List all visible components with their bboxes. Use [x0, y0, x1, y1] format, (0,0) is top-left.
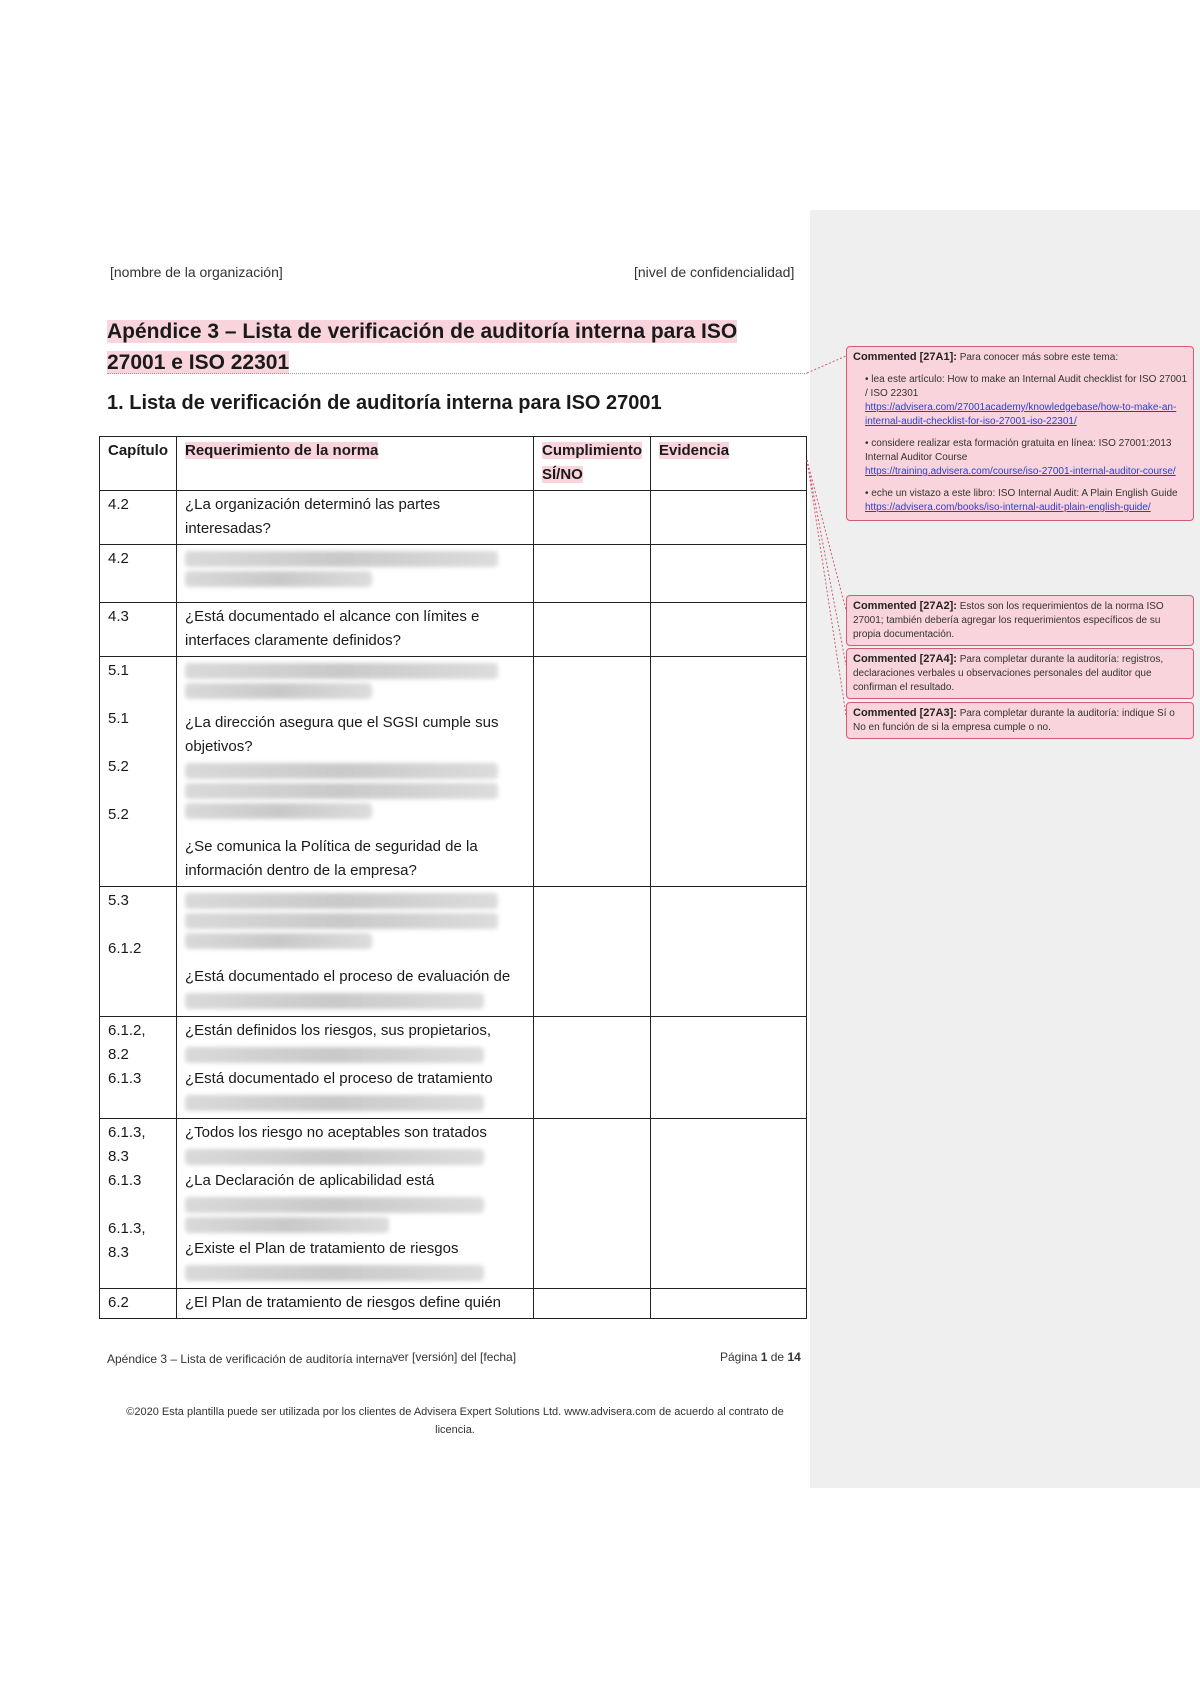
header-confidentiality: [nivel de confidencialidad]	[634, 264, 795, 280]
header-chapter: Capítulo	[100, 437, 177, 491]
section-heading: 1. Lista de verificación de auditoría interna para ISO 27001	[107, 392, 662, 414]
chapter-number: 4.3	[108, 608, 129, 625]
evidence-cell[interactable]	[651, 1289, 807, 1319]
requirement-cell[interactable]	[177, 491, 534, 545]
requirement-cell[interactable]	[177, 1017, 534, 1119]
requirement-text: ¿El Plan de tratamiento de riesgos define quién	[185, 1294, 502, 1311]
evidence-cell[interactable]	[651, 657, 807, 887]
chapter-cell[interactable]	[100, 1119, 177, 1289]
table-row	[100, 1017, 807, 1119]
table-row	[100, 657, 807, 887]
chapter-cell[interactable]	[100, 603, 177, 657]
comment-27A2[interactable]: Commented [27A2]: Estos son los requerimientos de la norma ISO 27001; también debería agregar los requerimientos específicos de su propia documentación.	[846, 595, 1194, 646]
chapter-cell[interactable]	[100, 491, 177, 545]
redacted-text	[185, 933, 372, 949]
table-row	[100, 1289, 807, 1319]
compliance-cell[interactable]	[534, 545, 651, 603]
table-row	[100, 1119, 807, 1289]
requirement-cell[interactable]	[177, 657, 534, 887]
evidence-cell[interactable]	[651, 545, 807, 603]
redacted-text	[185, 763, 498, 779]
redacted-text	[185, 783, 498, 799]
redacted-text	[185, 1095, 484, 1111]
requirement-text: ¿La Declaración de aplicabilidad está	[185, 1169, 525, 1233]
requirement-cell[interactable]	[177, 1289, 534, 1319]
footer-document-name: Apéndice 3 – Lista de verificación de auditoría interna	[107, 1352, 393, 1366]
evidence-cell[interactable]	[651, 887, 807, 1017]
chapter-number: 6.2	[108, 1294, 129, 1311]
requirement-text: ¿Están definidos los riesgos, sus propietarios,	[185, 1019, 525, 1067]
requirement-text	[185, 551, 525, 599]
requirement-cell[interactable]	[177, 603, 534, 657]
evidence-cell[interactable]	[651, 491, 807, 545]
chapter-cell[interactable]	[100, 545, 177, 603]
redacted-text	[185, 1197, 484, 1213]
chapter-number: 5.1	[108, 710, 129, 727]
checklist-table	[99, 436, 807, 1319]
evidence-cell[interactable]	[651, 1017, 807, 1119]
chapter-number: 4.2	[108, 550, 129, 567]
requirement-text	[185, 893, 525, 965]
requirement-text	[185, 663, 525, 711]
chapter-number: 4.2	[108, 496, 129, 513]
chapter-number: 5.2	[108, 806, 129, 823]
chapter-number: 5.3	[108, 892, 129, 909]
redacted-text	[185, 1047, 484, 1063]
chapter-cell[interactable]	[100, 657, 177, 887]
compliance-cell[interactable]	[534, 887, 651, 1017]
footer-page-number: Página 1 de 14	[720, 1350, 801, 1364]
compliance-cell[interactable]	[534, 603, 651, 657]
chapter-number: 6.1.2	[108, 940, 142, 957]
evidence-cell[interactable]	[651, 603, 807, 657]
requirement-cell[interactable]	[177, 887, 534, 1017]
footer-copyright: ©2020 Esta plantilla puede ser utilizada por los clientes de Advisera Expert Solutions Ltd. www.advisera.com de acuerdo al contrato de licencia.	[126, 1406, 784, 1436]
chapter-cell[interactable]	[100, 887, 177, 1017]
redacted-text	[185, 1149, 484, 1165]
page-break-mask	[99, 1343, 809, 1347]
chapter-number: 6.1.3, 8.3	[108, 1124, 146, 1165]
compliance-cell[interactable]	[534, 657, 651, 887]
header-evidence[interactable]: Evidencia	[651, 437, 807, 491]
chapter-number: 5.1	[108, 662, 129, 679]
chapter-cell[interactable]	[100, 1017, 177, 1119]
redacted-text	[185, 993, 484, 1009]
table-row	[100, 887, 807, 1017]
header-requirement[interactable]: Requerimiento de la norma	[177, 437, 534, 491]
requirement-text	[185, 763, 525, 835]
comment-27A1[interactable]: Commented [27A1]: Para conocer más sobre este tema: • lea este artículo: How to make an Internal Audit checklist for ISO 27001 / ISO 22301 https://advisera.com/27001academy/knowledgebase/how-to-make-an-internal-audit-checklist-for-iso-27001-iso-22301/ • considere realizar esta formación gratuita en línea: ISO 27001:2013 Internal Auditor Course https://training.advisera.com/course/iso-27001-internal-auditor-course/ • eche un vistazo a este libro: ISO Internal Audit: A Plain English Guide https://advisera.com/books/iso-internal-audit-plain-english-guide/	[846, 346, 1194, 521]
requirement-text: ¿La organización determinó las partes interesadas?	[185, 496, 441, 537]
redacted-text	[185, 571, 372, 587]
table-row	[100, 545, 807, 603]
redacted-text	[185, 1217, 389, 1233]
table-row	[100, 603, 807, 657]
table-row	[100, 491, 807, 545]
requirement-text: ¿Está documentado el proceso de evaluación de	[185, 965, 525, 1013]
comment-27A4[interactable]: Commented [27A4]: Para completar durante la auditoría: registros, declaraciones verbales u observaciones personales del auditor que confirman el resultado.	[846, 648, 1194, 699]
evidence-cell[interactable]	[651, 1119, 807, 1289]
footer-version: ver [versión] del [fecha]	[392, 1350, 517, 1364]
requirement-text: ¿La dirección asegura que el SGSI cumple sus objetivos?	[185, 714, 499, 755]
redacted-text	[185, 663, 498, 679]
chapter-number: 6.1.3	[108, 1070, 142, 1087]
requirement-cell[interactable]	[177, 545, 534, 603]
requirement-text: ¿Existe el Plan de tratamiento de riesgos	[185, 1237, 525, 1285]
compliance-cell[interactable]	[534, 1119, 651, 1289]
chapter-number: 5.2	[108, 758, 129, 775]
table-header-row	[100, 437, 807, 491]
comment-link[interactable]: https://advisera.com/books/iso-internal-audit-plain-english-guide/	[865, 502, 1151, 513]
redacted-text	[185, 683, 372, 699]
chapter-number: 6.1.3	[108, 1172, 142, 1189]
redacted-text	[185, 551, 498, 567]
compliance-cell[interactable]	[534, 491, 651, 545]
compliance-cell[interactable]	[534, 1289, 651, 1319]
requirement-text: ¿Está documentado el proceso de tratamiento	[185, 1067, 525, 1115]
requirement-cell[interactable]	[177, 1119, 534, 1289]
header-organization: [nombre de la organización]	[110, 264, 283, 280]
compliance-cell[interactable]	[534, 1017, 651, 1119]
chapter-cell[interactable]	[100, 1289, 177, 1319]
comment-27A3[interactable]: Commented [27A3]: Para completar durante la auditoría: indique Sí o No en función de si la empresa cumple o no.	[846, 702, 1194, 739]
redacted-text	[185, 913, 498, 929]
requirement-text: ¿Está documentado el alcance con límites e interfaces claramente definidos?	[185, 608, 480, 649]
requirement-text: ¿Todos los riesgo no aceptables son tratados	[185, 1121, 525, 1169]
header-compliance[interactable]: Cumplimiento SÍ/NO	[534, 437, 651, 491]
redacted-text	[185, 803, 372, 819]
comment-link[interactable]: https://advisera.com/27001academy/knowledgebase/how-to-make-an-internal-audit-checklist-for-iso-27001-iso-22301/	[865, 402, 1177, 427]
document-title[interactable]: Apéndice 3 – Lista de verificación de auditoría interna para ISO 27001 e ISO 22301	[107, 320, 738, 374]
redacted-text	[185, 1265, 484, 1281]
requirement-text: ¿Se comunica la Política de seguridad de la información dentro de la empresa?	[185, 838, 478, 879]
redacted-text	[185, 893, 498, 909]
chapter-number: 6.1.2, 8.2	[108, 1022, 146, 1063]
comment-link[interactable]: https://training.advisera.com/course/iso-27001-internal-auditor-course/	[865, 466, 1176, 477]
chapter-number: 6.1.3, 8.3	[108, 1220, 146, 1261]
